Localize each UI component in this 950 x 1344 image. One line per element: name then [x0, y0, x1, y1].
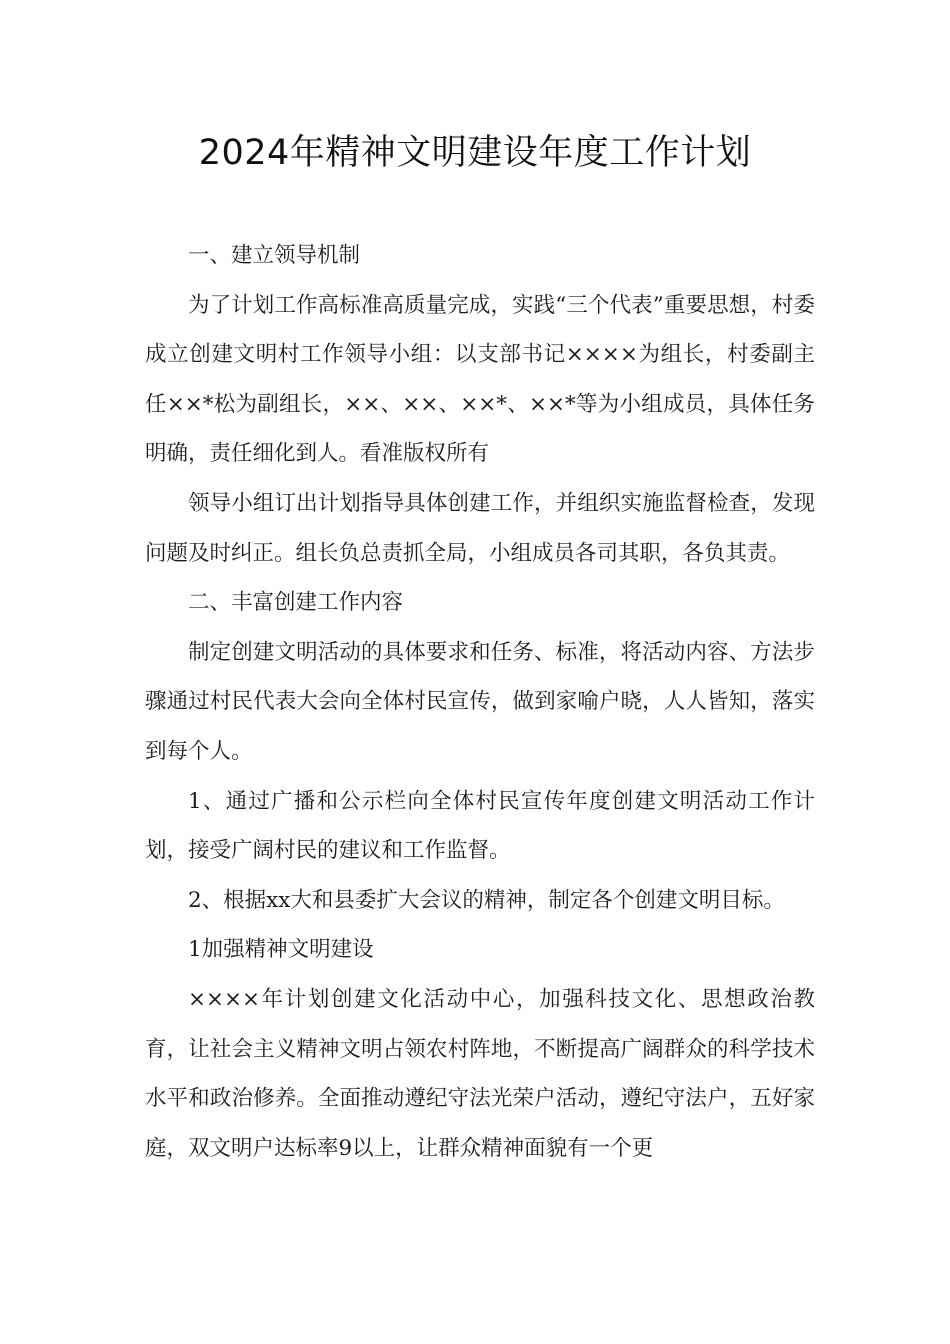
paragraph-leadership-group: 为了计划工作高标准高质量完成，实践“三个代表”重要思想，村委成立创建文明村工作领导小组：以支部书记××××为组长，村委副主任××*松为副组长，××、××、××*、××*等为小组成员，具体任务明确，责任细化到人。看准版权所有 [145, 292, 815, 467]
document-title: 2024年精神文明建设年度工作计划 [198, 133, 752, 173]
paragraph-activity-requirements: 制定创建文明活动的具体要求和任务、标准，将活动内容、方法步骤通过村民代表大会向全体村民宣传，做到家喻户晓，人人皆知，落实到每个人。 [145, 639, 815, 764]
subheading-civilization: 1加强精神文明建设 [188, 937, 374, 963]
paragraph-civilization-plan: ××××年计划创建文化活动中心，加强科技文化、思想政治教育，让社会主义精神文明占领农村阵地，不断提高广阔群众的科学技术水平和政治修养。全面推动遵纪守法光荣户活动，遵纪守法户，五好家庭，双文明户达标率9以上，让群众精神面貌有一个更 [145, 986, 815, 1161]
paragraph-leadership-duties: 领导小组订出计划指导具体创建工作，并组织实施监督检查，发现问题及时纠正。组长负总责抓全局，小组成员各司其职，各负其责。 [145, 490, 815, 566]
section-heading-leadership: 一、建立领导机制 [188, 243, 361, 268]
paragraph-item-1: 1、通过广播和公示栏向全体村民宣传年度创建文明活动工作计划，接受广阔村民的建议和工作监督。 [145, 788, 815, 864]
section-heading-content: 二、丰富创建工作内容 [188, 590, 404, 616]
paragraph-item-2: 2、根据xx大和县委扩大会议的精神，制定各个创建文明目标。 [188, 887, 785, 913]
document-body [145, 231, 815, 1173]
